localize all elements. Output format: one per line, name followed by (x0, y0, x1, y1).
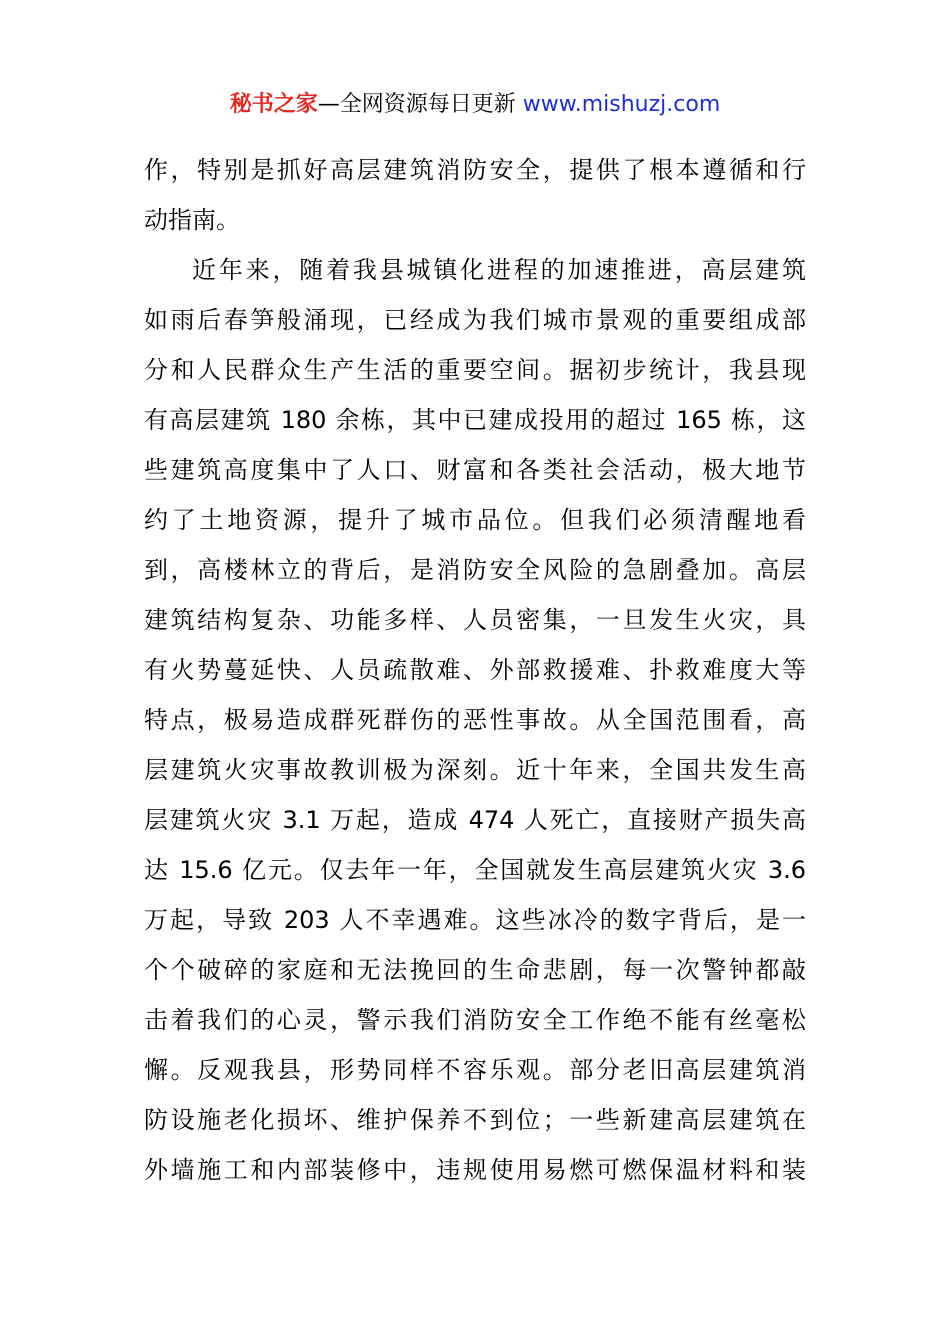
text-line: 动指南。 (144, 206, 240, 234)
text-line: 如雨后春笋般涌现，已经成为我们城市景观的重要组成部 (144, 306, 806, 334)
text-line: 击着我们的心灵，警示我们消防安全工作绝不能有丝毫松 (144, 1006, 806, 1034)
text-line: 作，特别是抓好高层建筑消防安全，提供了根本遵循和行 (144, 156, 806, 184)
text-line: 层建筑火灾 3.1 万起，造成 474 人死亡，直接财产损失高 (144, 806, 806, 834)
text-line: 万起，导致 203 人不幸遇难。这些冰冷的数字背后，是一 (144, 906, 806, 934)
text-line: 约了土地资源，提升了城市品位。但我们必须清醒地看 (144, 506, 806, 534)
text-line: 有火势蔓延快、人员疏散难、外部救援难、扑救难度大等 (144, 656, 806, 684)
site-header (0, 88, 950, 122)
text-line: 达 15.6 亿元。仅去年一年，全国就发生高层建筑火灾 3.6 (144, 856, 806, 884)
site-url-link[interactable]: www.mishuzj.com (522, 92, 721, 117)
text-line: 外墙施工和内部装修中，违规使用易燃可燃保温材料和装 (144, 1156, 806, 1184)
text-line: 分和人民群众生产生活的重要空间。据初步统计，我县现 (144, 356, 806, 384)
text-line: 懈。反观我县，形势同样不容乐观。部分老旧高层建筑消 (144, 1056, 806, 1084)
text-line: 建筑结构复杂、功能多样、人员密集，一旦发生火灾，具 (144, 606, 806, 634)
site-brand: 秘书之家 (229, 92, 318, 117)
text-line: 个个破碎的家庭和无法挽回的生命悲剧，每一次警钟都敲 (144, 956, 806, 984)
text-line: 到，高楼林立的背后，是消防安全风险的急剧叠加。高层 (144, 556, 806, 584)
text-line: 特点，极易造成群死群伤的恶性事故。从全国范围看，高 (144, 706, 806, 734)
text-line: 有高层建筑 180 余栋，其中已建成投用的超过 165 栋，这 (144, 406, 806, 434)
paragraph-first-line: 近年来，随着我县城镇化进程的加速推进，高层建筑 (192, 256, 806, 284)
text-line: 防设施老化损坏、维护保养不到位；一些新建高层建筑在 (144, 1106, 806, 1134)
text-line: 层建筑火灾事故教训极为深刻。近十年来，全国共发生高 (144, 756, 806, 784)
text-line: 些建筑高度集中了人口、财富和各类社会活动，极大地节 (144, 456, 806, 484)
document-body (144, 145, 806, 1195)
site-slogan: —全网资源每日更新 (317, 92, 516, 117)
